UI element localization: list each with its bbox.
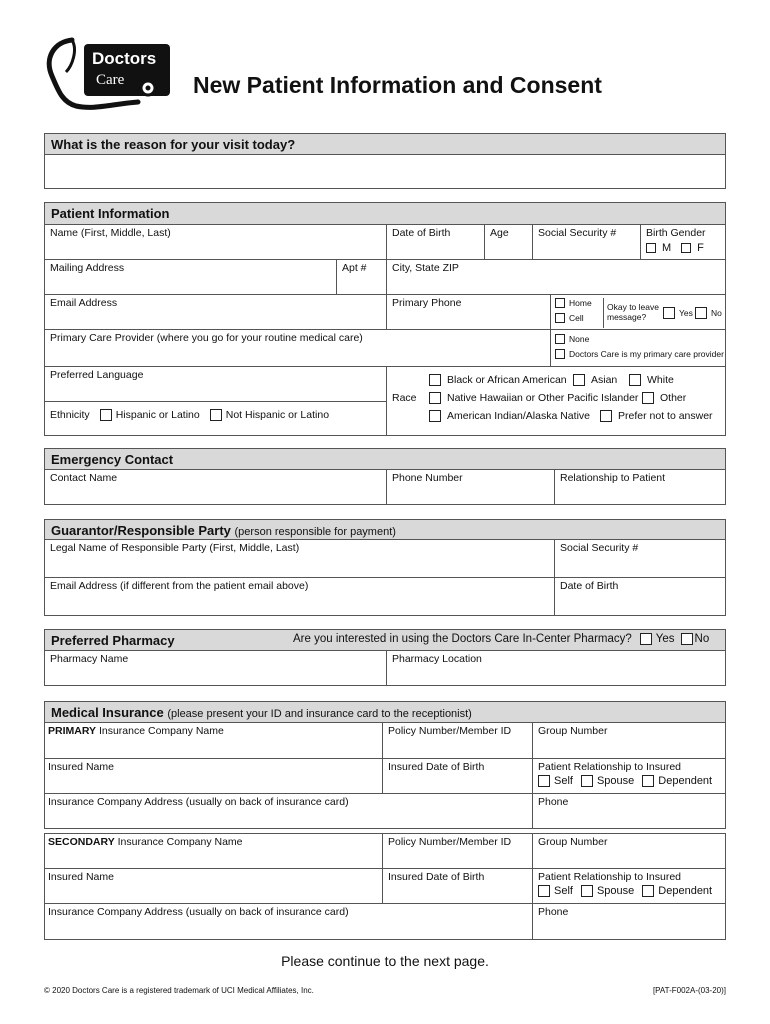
race-prefer-label: Prefer not to answer (618, 410, 713, 422)
secondary-group-label: Group Number (538, 836, 608, 848)
ethnicity-row (45, 402, 387, 435)
city-state-zip-label: City, State ZIP (392, 262, 459, 274)
guarantor-email-label: Email Address (if different from the patient email above) (50, 580, 309, 592)
secondary-policy-field[interactable] (383, 834, 533, 869)
secondary-insured-dob-label: Insured Date of Birth (388, 871, 485, 883)
pcp-none-checkbox[interactable] (555, 334, 565, 344)
birth-gender-label: Birth Gender (646, 227, 706, 239)
secondary-bold-label: SECONDARY (48, 836, 115, 848)
mailing-address-field[interactable] (45, 260, 337, 295)
secondary-company-field[interactable] (45, 834, 383, 869)
race-white-label: White (647, 374, 674, 386)
secondary-insured-name-label: Insured Name (48, 871, 114, 883)
patient-info-section (44, 202, 726, 436)
pharmacy-yes-label: Yes (655, 633, 675, 645)
eth-not-hispanic-label: Not Hispanic or Latino (225, 409, 330, 421)
primary-group-label: Group Number (538, 725, 608, 737)
primary-self-label: Self (554, 775, 573, 787)
race-asian-option[interactable] (573, 374, 617, 386)
emergency-contact-section (44, 448, 726, 505)
race-label: Race (392, 392, 417, 404)
patient-name-label: Name (First, Middle, Last) (50, 227, 171, 239)
phone-cell-label: Cell (569, 313, 584, 323)
emergency-name-field[interactable] (45, 470, 387, 504)
guarantor-section (44, 519, 726, 616)
pharmacy-location-label: Pharmacy Location (392, 653, 482, 665)
doctors-care-logo (42, 36, 172, 116)
gender-m-checkbox[interactable] (646, 243, 656, 253)
pharmacy-no-checkbox[interactable] (681, 633, 693, 645)
insurance-header-note: (please present your ID and insurance card to the receptionist) (167, 708, 472, 720)
visit-reason-header: What is the reason for your visit today? (45, 134, 725, 155)
eth-hispanic-checkbox[interactable] (100, 409, 112, 421)
race-asian-checkbox[interactable] (573, 374, 585, 386)
primary-bold-label: PRIMARY (48, 725, 97, 737)
patient-ssn-label: Social Security # (538, 227, 617, 239)
primary-dependent-checkbox[interactable] (642, 775, 654, 787)
race-other-option[interactable] (642, 392, 686, 404)
language-label: Preferred Language (50, 369, 144, 381)
leave-msg-yes-checkbox[interactable] (663, 307, 675, 319)
guarantor-header-title: Guarantor/Responsible Party (51, 523, 231, 538)
secondary-relationship-label: Patient Relationship to Insured (538, 871, 682, 883)
language-field[interactable] (45, 367, 387, 402)
page-title: New Patient Information and Consent (193, 72, 602, 98)
primary-group-field[interactable] (533, 723, 725, 759)
race-other-label: Other (660, 392, 687, 404)
primary-phone-label: Primary Phone (392, 297, 462, 309)
pharmacy-question-row (293, 633, 709, 645)
pcp-field[interactable] (45, 330, 551, 367)
leave-msg-no-checkbox[interactable] (695, 307, 707, 319)
mailing-address-label: Mailing Address (50, 262, 125, 274)
race-ai-checkbox[interactable] (429, 410, 441, 422)
form-code-footer: [PAT-F002A-(03-20)] (652, 986, 726, 995)
primary-spouse-checkbox[interactable] (581, 775, 593, 787)
guarantor-header (45, 520, 725, 540)
guarantor-header-note: (person responsible for payment) (234, 526, 396, 538)
race-prefer-option[interactable] (600, 410, 713, 422)
guarantor-dob-label: Date of Birth (560, 580, 619, 592)
pharmacy-location-field[interactable] (387, 651, 725, 685)
insurance-header-title: Medical Insurance (51, 705, 164, 720)
primary-insured-dob-label: Insured Date of Birth (388, 761, 485, 773)
city-state-zip-field[interactable] (387, 260, 725, 295)
phone-cell-checkbox[interactable] (555, 313, 565, 323)
race-white-option[interactable] (629, 374, 674, 386)
pcp-dc-label: Doctors Care is my primary care provider (569, 349, 724, 359)
primary-address-label: Insurance Company Address (usually on back of insurance card) (48, 796, 349, 808)
patient-age-label: Age (490, 227, 509, 239)
race-black-option[interactable] (429, 374, 567, 386)
insurance-primary-section (44, 701, 726, 829)
emergency-relationship-label: Relationship to Patient (560, 472, 666, 484)
secondary-group-field[interactable] (533, 834, 725, 869)
pcp-label: Primary Care Provider (where you go for your routine medical care) (50, 332, 363, 344)
primary-insured-name-field[interactable] (45, 759, 383, 794)
phone-home-option[interactable] (555, 298, 592, 308)
race-nh-checkbox[interactable] (429, 392, 441, 404)
secondary-self-label: Self (554, 885, 573, 897)
secondary-relationship-field (533, 869, 725, 904)
race-ai-option[interactable] (429, 410, 590, 422)
eth-hispanic-label: Hispanic or Latino (115, 409, 200, 421)
visit-reason-section (44, 133, 726, 189)
leave-msg-no-label: No (711, 308, 722, 318)
emergency-phone-label: Phone Number (392, 472, 463, 484)
ethnicity-label: Ethnicity (50, 409, 90, 421)
phone-home-label: Home (569, 298, 592, 308)
gender-m-label: M (662, 242, 672, 254)
guarantor-name-label: Legal Name of Responsible Party (First, Middle, Last) (50, 542, 300, 554)
patient-dob-field[interactable] (387, 225, 485, 260)
race-black-label: Black or African American (447, 374, 567, 386)
leave-message-label: Okay to leave message? (607, 302, 659, 322)
secondary-company-label: Insurance Company Name (117, 836, 243, 848)
race-ai-label: American Indian/Alaska Native (447, 410, 590, 422)
primary-insured-name-label: Insured Name (48, 761, 114, 773)
emergency-name-label: Contact Name (50, 472, 118, 484)
guarantor-ssn-label: Social Security # (560, 542, 639, 554)
secondary-phone-field[interactable] (533, 904, 725, 939)
guarantor-ssn-field[interactable] (555, 540, 725, 578)
logo-text-care: Care (96, 72, 125, 88)
insurance-header (45, 702, 725, 723)
primary-dependent-label: Dependent (658, 775, 713, 787)
secondary-insured-name-field[interactable] (45, 869, 383, 904)
pharmacy-no-label: No (694, 633, 710, 645)
copyright-footer: © 2020 Doctors Care is a registered trademark of UCI Medical Affiliates, Inc. (44, 986, 314, 995)
primary-policy-field[interactable] (383, 723, 533, 759)
primary-company-field[interactable] (45, 723, 383, 759)
apt-field[interactable] (337, 260, 387, 295)
race-nh-label: Native Hawaiian or Other Pacific Islander (447, 392, 639, 404)
phone-home-checkbox[interactable] (555, 298, 565, 308)
email-field[interactable] (45, 295, 387, 330)
patient-dob-label: Date of Birth (392, 227, 451, 239)
pharmacy-section (44, 629, 726, 686)
primary-policy-label: Policy Number/Member ID (388, 725, 512, 737)
secondary-dependent-label: Dependent (658, 885, 713, 897)
secondary-insured-dob-field[interactable] (383, 869, 533, 904)
gender-f-checkbox[interactable] (681, 243, 691, 253)
guarantor-name-field[interactable] (45, 540, 555, 578)
secondary-self-checkbox[interactable] (538, 885, 550, 897)
race-white-checkbox[interactable] (629, 374, 641, 386)
pcp-dc-option[interactable] (555, 349, 724, 359)
leave-msg-yes-label: Yes (679, 308, 693, 318)
primary-phone-field[interactable] (387, 295, 551, 330)
email-label: Email Address (50, 297, 118, 309)
pharmacy-name-label: Pharmacy Name (50, 653, 129, 665)
apt-label: Apt # (342, 262, 367, 274)
secondary-dependent-checkbox[interactable] (642, 885, 654, 897)
birth-gender-field (641, 225, 725, 260)
patient-info-header: Patient Information (45, 203, 725, 225)
primary-address-field[interactable] (45, 794, 533, 828)
emergency-contact-header: Emergency Contact (45, 449, 725, 470)
patient-name-field[interactable] (45, 225, 387, 260)
primary-spouse-label: Spouse (596, 775, 635, 787)
patient-ssn-field[interactable] (533, 225, 641, 260)
leave-msg-no-option[interactable] (695, 307, 722, 319)
race-asian-label: Asian (591, 374, 618, 386)
insurance-secondary-section (44, 833, 726, 940)
primary-relationship-field (533, 759, 725, 794)
race-other-checkbox[interactable] (642, 392, 654, 404)
primary-phone-field[interactable] (533, 794, 725, 828)
secondary-spouse-checkbox[interactable] (581, 885, 593, 897)
primary-insured-dob-field[interactable] (383, 759, 533, 794)
secondary-address-label: Insurance Company Address (usually on back of insurance card) (48, 906, 349, 918)
primary-phone-label: Phone (538, 796, 569, 808)
logo-text-doctors: Doctors (92, 49, 157, 68)
primary-company-label: Insurance Company Name (98, 725, 224, 737)
guarantor-email-field[interactable] (45, 578, 555, 615)
race-black-checkbox[interactable] (429, 374, 441, 386)
continue-note: Please continue to the next page. (281, 953, 489, 969)
pharmacy-header: Preferred Pharmacy (45, 630, 725, 651)
phone-cell-option[interactable] (555, 313, 584, 323)
pcp-none-option[interactable] (555, 334, 589, 344)
race-prefer-checkbox[interactable] (600, 410, 612, 422)
patient-age-field[interactable] (485, 225, 533, 260)
primary-self-checkbox[interactable] (538, 775, 550, 787)
secondary-spouse-label: Spouse (596, 885, 635, 897)
pharmacy-yes-checkbox[interactable] (640, 633, 652, 645)
emergency-relationship-field[interactable] (555, 470, 725, 504)
pcp-dc-checkbox[interactable] (555, 349, 565, 359)
pharmacy-name-field[interactable] (45, 651, 387, 685)
visit-reason-input[interactable] (45, 155, 725, 188)
guarantor-dob-field[interactable] (555, 578, 725, 615)
pharmacy-question: Are you interested in using the Doctors Care In-Center Pharmacy? (293, 633, 632, 645)
pcp-none-label: None (569, 334, 590, 344)
gender-f-label: F (697, 242, 704, 254)
primary-relationship-label: Patient Relationship to Insured (538, 761, 682, 773)
leave-msg-yes-option[interactable] (663, 307, 697, 319)
emergency-phone-field[interactable] (387, 470, 555, 504)
secondary-phone-label: Phone (538, 906, 569, 918)
race-nh-option[interactable] (429, 392, 638, 404)
secondary-policy-label: Policy Number/Member ID (388, 836, 512, 848)
secondary-address-field[interactable] (45, 904, 533, 939)
eth-not-hispanic-checkbox[interactable] (210, 409, 222, 421)
